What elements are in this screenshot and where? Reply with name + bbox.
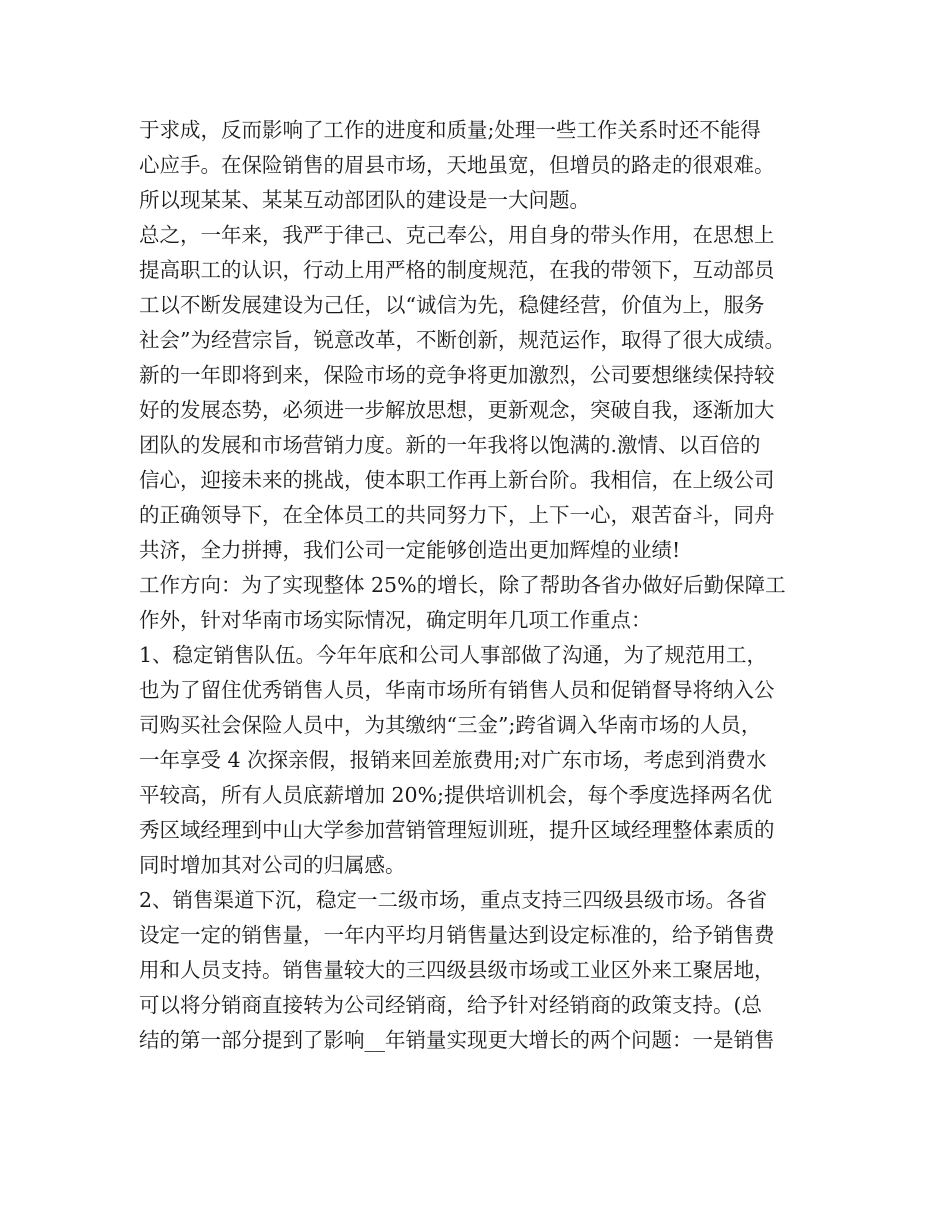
text-line: 一年享受 4 次探亲假，报销来回差旅费用;对广东市场，考虑到消费水 — [139, 748, 767, 772]
text-line: 新的一年即将到来，保险市场的竞争将更加激烈，公司要想继续保持较 — [139, 363, 775, 387]
text-line: 同时增加其对公司的归属感。 — [139, 853, 406, 877]
text-line: 好的发展态势，必须进一步解放思想，更新观念，突破自我，逐渐加大 — [139, 398, 775, 422]
text-line: 可以将分销商直接转为公司经销商，给予针对经销商的政策支持。(总 — [139, 993, 762, 1017]
text-line: 用和人员支持。销售量较大的三四级县级市场或工业区外来工聚居地， — [139, 958, 775, 982]
text-line: 工作方向：为了实现整体 25%的增长，除了帮助各省办做好后勤保障工 — [139, 573, 786, 597]
text-line: 团队的发展和市场营销力度。新的一年我将以饱满的.激情、以百倍的 — [139, 433, 761, 457]
text-line: 2、销售渠道下沉，稳定一二级市场，重点支持三四级县级市场。各省 — [139, 888, 768, 912]
text-line: 提高职工的认识，行动上用严格的制度规范，在我的带领下，互动部员 — [139, 258, 775, 282]
text-line: 工以不断发展建设为己任，以“诚信为先，稳健经营，价值为上，服务 — [139, 293, 765, 317]
text-line: 作外，针对华南市场实际情况，确定明年几项工作重点： — [139, 608, 652, 632]
text-line: 共济，全力拼搏，我们公司一定能够创造出更加辉煌的业绩! — [139, 538, 681, 562]
body-text — [139, 113, 829, 1058]
text-line: 1、稳定销售队伍。今年年底和公司人事部做了沟通，为了规范用工， — [139, 643, 768, 667]
text-line: 也为了留住优秀销售人员，华南市场所有销售人员和促销督导将纳入公 — [139, 678, 775, 702]
text-line: 总之，一年来，我严于律己、克己奉公，用自身的带头作用，在思想上 — [139, 223, 775, 247]
text-line: 司购买社会保险人员中，为其缴纳“三金”;跨省调入华南市场的人员， — [139, 713, 762, 737]
text-line: 结的第一部分提到了影响__年销量实现更大增长的两个问题：一是销售 — [139, 1028, 775, 1052]
text-line: 平较高，所有人员底薪增加 20%;提供培训机会，每个季度选择两名优 — [139, 783, 772, 807]
text-line: 社会”为经营宗旨，锐意改革，不断创新，规范运作，取得了很大成绩。 — [139, 328, 785, 352]
text-line: 设定一定的销售量，一年内平均月销售量达到设定标准的，给予销售费 — [139, 923, 775, 947]
text-line: 信心，迎接未来的挑战，使本职工作再上新台阶。我相信，在上级公司 — [139, 468, 775, 492]
text-line: 于求成，反而影响了工作的进度和质量;处理一些工作关系时还不能得 — [139, 118, 761, 142]
text-line: 心应手。在保险销售的眉县市场，天地虽宽，但增员的路走的很艰难。 — [139, 153, 775, 177]
text-line: 所以现某某、某某互动部团队的建设是一大问题。 — [139, 188, 590, 212]
text-line: 的正确领导下，在全体员工的共同努力下，上下一心，艰苦奋斗，同舟 — [139, 503, 775, 527]
text-line: 秀区域经理到中山大学参加营销管理短训班，提升区域经理整体素质的 — [139, 818, 775, 842]
